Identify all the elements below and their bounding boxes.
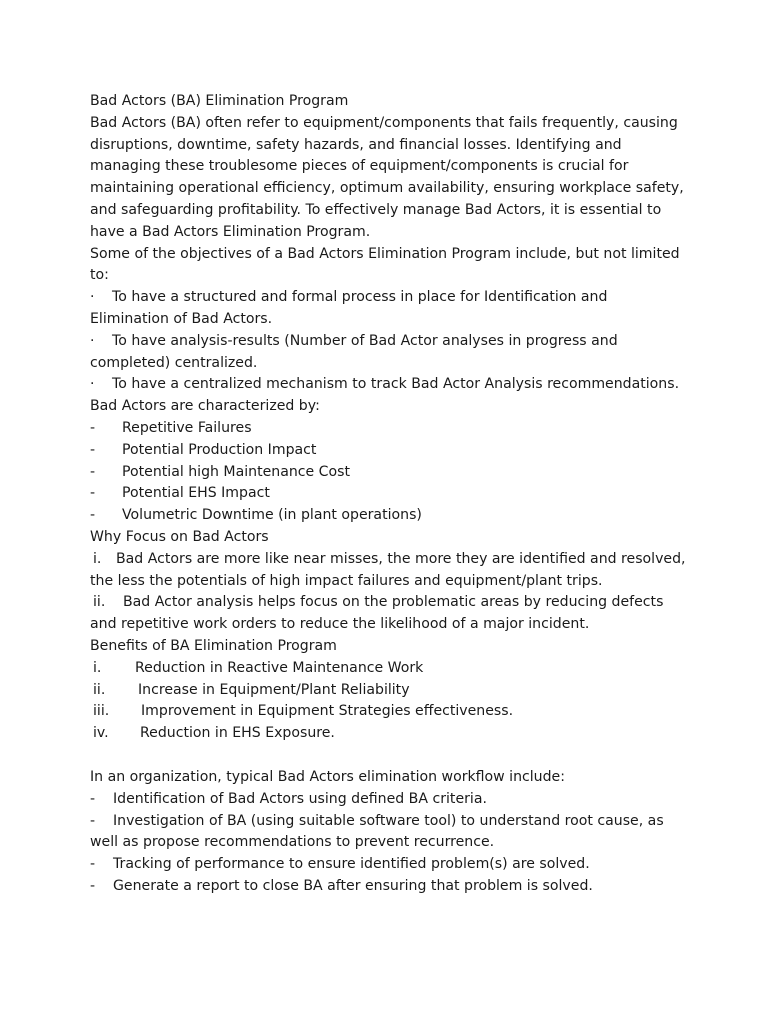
- list-item-text: Increase in Equipment/Plant Reliability: [138, 681, 410, 698]
- list-item-text: To have a centralized mechanism to track Bad Actor Analysis recommendations.: [112, 376, 680, 393]
- dash-marker: -: [90, 856, 96, 873]
- list-item: [90, 549, 690, 593]
- list-item-text: Tracking of performance to ensure identified problem(s) are solved.: [113, 856, 590, 873]
- list-item-text: Bad Actors are more like near misses, the more they are identified and resolved, the less the potentials of high impact failures and equipment/plant trips.: [90, 550, 686, 589]
- workflow-heading: In an organization, typical Bad Actors elimination workflow include:: [90, 768, 565, 785]
- list-item: [90, 811, 690, 855]
- list-item: [90, 374, 690, 396]
- list-item: [90, 418, 690, 440]
- roman-marker: iv.: [93, 725, 109, 742]
- list-item: [90, 287, 690, 331]
- list-item-text: Reduction in EHS Exposure.: [140, 725, 335, 742]
- benefits-list: [90, 658, 690, 745]
- characterized-heading: Bad Actors are characterized by:: [90, 398, 320, 415]
- list-item-text: Potential EHS Impact: [122, 485, 270, 502]
- list-item: [90, 483, 690, 505]
- list-item-text: Reduction in Reactive Maintenance Work: [135, 659, 424, 676]
- why-heading: Why Focus on Bad Actors: [90, 528, 269, 545]
- dash-marker: -: [90, 485, 96, 502]
- document-body: [90, 91, 690, 898]
- why-list: [90, 549, 690, 636]
- roman-marker: iii.: [93, 703, 110, 720]
- benefits-heading: Benefits of BA Elimination Program: [90, 637, 337, 654]
- list-item: [90, 723, 690, 745]
- list-item-text: To have analysis-results (Number of Bad Actor analyses in progress and completed) centralized.: [90, 332, 618, 371]
- dash-marker: -: [90, 463, 96, 480]
- roman-marker: i.: [93, 550, 102, 567]
- list-item-text: To have a structured and formal process in place for Identification and Elimination of Bad Actors.: [90, 289, 608, 327]
- list-item-text: Repetitive Failures: [122, 419, 252, 436]
- list-item: [90, 658, 690, 680]
- list-item: [90, 680, 690, 702]
- characteristics-list: [90, 418, 690, 527]
- list-item: [90, 592, 690, 636]
- bullet-marker: ·: [90, 332, 95, 349]
- list-item: [90, 440, 690, 462]
- workflow-list: [90, 789, 690, 898]
- list-item-text: Potential Production Impact: [122, 441, 317, 458]
- list-item: [90, 701, 690, 723]
- list-item: [90, 462, 690, 484]
- blank-line: [90, 745, 690, 767]
- document-title: Bad Actors (BA) Elimination Program: [90, 93, 349, 109]
- list-item: [90, 331, 690, 375]
- roman-marker: i.: [93, 659, 102, 676]
- list-item-text: Improvement in Equipment Strategies effectiveness.: [141, 703, 514, 720]
- roman-marker: ii.: [93, 681, 106, 698]
- dash-marker: -: [90, 790, 96, 807]
- list-item: [90, 789, 690, 811]
- bullet-marker: ·: [90, 376, 95, 393]
- list-item: [90, 505, 690, 527]
- dash-marker: -: [90, 441, 96, 458]
- list-item-text: Generate a report to close BA after ensuring that problem is solved.: [113, 877, 593, 894]
- list-item-text: Identification of Bad Actors using defined BA criteria.: [113, 790, 487, 807]
- objectives-intro: Some of the objectives of a Bad Actors Elimination Program include, but not limited to:: [90, 245, 685, 284]
- objectives-list: [90, 287, 690, 396]
- list-item-text: Bad Actor analysis helps focus on the problematic areas by reducing defects and repetitive work orders to reduce the likelihood of a major incident.: [90, 594, 664, 633]
- list-item-text: Investigation of BA (using suitable software tool) to understand root cause, as well as propose recommendations to prevent recurrence.: [90, 812, 664, 851]
- roman-marker: ii.: [93, 594, 106, 611]
- list-item-text: Potential high Maintenance Cost: [122, 463, 351, 480]
- intro-paragraph: Bad Actors (BA) often refer to equipment/components that fails frequently, causing disruptions, downtime, safety hazards, and financial losses. Identifying and managing these troublesome pieces of equipment/components is crucial for maintaining operational efficiency, optimum availability, ensuring workplace safety, and safeguarding profitability. To effectively manage Bad Actors, it is essential to have a Bad Actors Elimination Program.: [90, 114, 689, 240]
- bullet-marker: ·: [90, 289, 95, 306]
- list-item: [90, 876, 690, 898]
- dash-marker: -: [90, 507, 96, 524]
- list-item-text: Volumetric Downtime (in plant operations): [122, 507, 422, 524]
- dash-marker: -: [90, 812, 96, 829]
- dash-marker: -: [90, 877, 96, 894]
- list-item: [90, 854, 690, 876]
- dash-marker: -: [90, 419, 96, 436]
